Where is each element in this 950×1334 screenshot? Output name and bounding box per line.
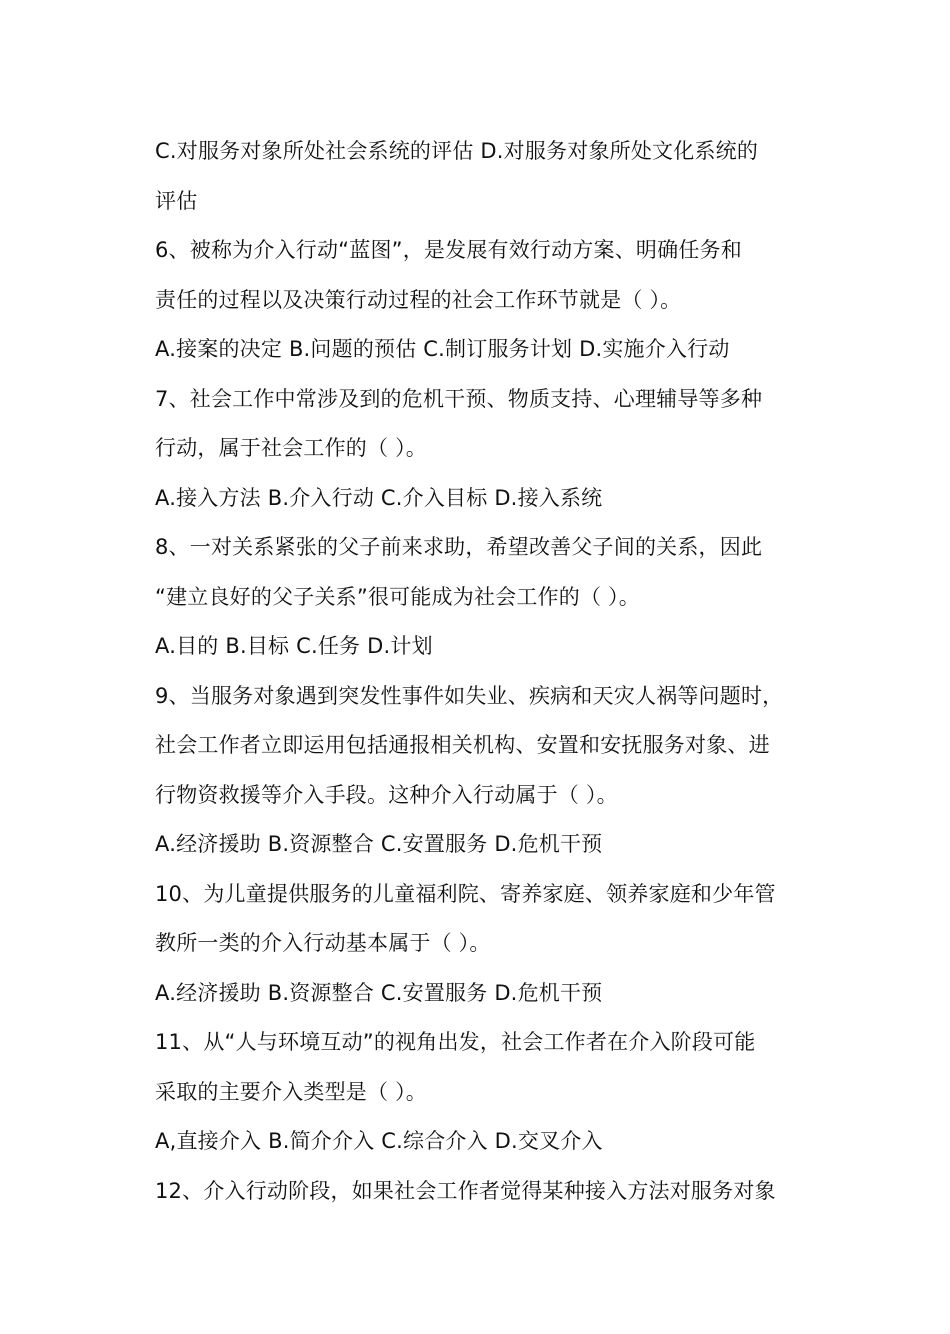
question-12-line: 12、介入行动阶段，如果社会工作者觉得某种接入方法对服务对象: [155, 1178, 776, 1203]
options-line: A.目的 B.目标 C.任务 D.计划: [155, 634, 433, 658]
text-line: 责任的过程以及决策行动过程的社会工作环节就是（ ）。: [155, 287, 682, 312]
text-line: 行物资救援等介入手段。这种介入行动属于（ ）。: [155, 782, 618, 807]
question-11-line: 11、从“人与环境互动”的视角出发，社会工作者在介入阶段可能: [155, 1030, 756, 1054]
text-line: 评估: [155, 188, 198, 213]
options-line: A.接案的决定 B.问题的预估 C.制订服务计划 D.实施介入行动: [155, 337, 730, 361]
text-line: C.对服务对象所处社会系统的评估 D.对服务对象所处文化系统的: [155, 139, 759, 163]
text-line: 采取的主要介入类型是（ ）。: [155, 1079, 427, 1104]
options-line: A.经济援助 B.资源整合 C.安置服务 D.危机干预: [155, 980, 603, 1005]
options-line: A,直接介入 B.简介介入 C.综合介入 D.交叉介入: [155, 1129, 603, 1153]
options-line: A.接入方法 B.介入行动 C.介入目标 D.接入系统: [155, 485, 603, 510]
text-line: 教所一类的介入行动基本属于（ ）。: [155, 931, 491, 955]
question-8-line: 8、一对关系紧张的父子前来求助，希望改善父子间的关系，因此: [155, 535, 763, 559]
text-line: 社会工作者立即运用包括通报相关机构、安置和安抚服务对象、进: [155, 733, 770, 757]
question-9-line: 9、当服务对象遇到突发性事件如失业、疾病和天灾人祸等问题时，: [155, 683, 784, 708]
question-6-line: 6、被称为介入行动“蓝图”，是发展有效行动方案、明确任务和: [155, 238, 742, 262]
text-line: 行动，属于社会工作的（ ）。: [155, 436, 427, 460]
question-10-line: 10、为儿童提供服务的儿童福利院、寄养家庭、领养家庭和少年管: [155, 881, 776, 906]
document-page: [155, 127, 805, 1216]
options-line: A.经济援助 B.资源整合 C.安置服务 D.危机干预: [155, 832, 603, 856]
text-line: “建立良好的父子关系”很可能成为社会工作的（ ）。: [155, 584, 640, 609]
question-7-line: 7、社会工作中常涉及到的危机干预、物质支持、心理辅导等多种: [155, 386, 763, 411]
